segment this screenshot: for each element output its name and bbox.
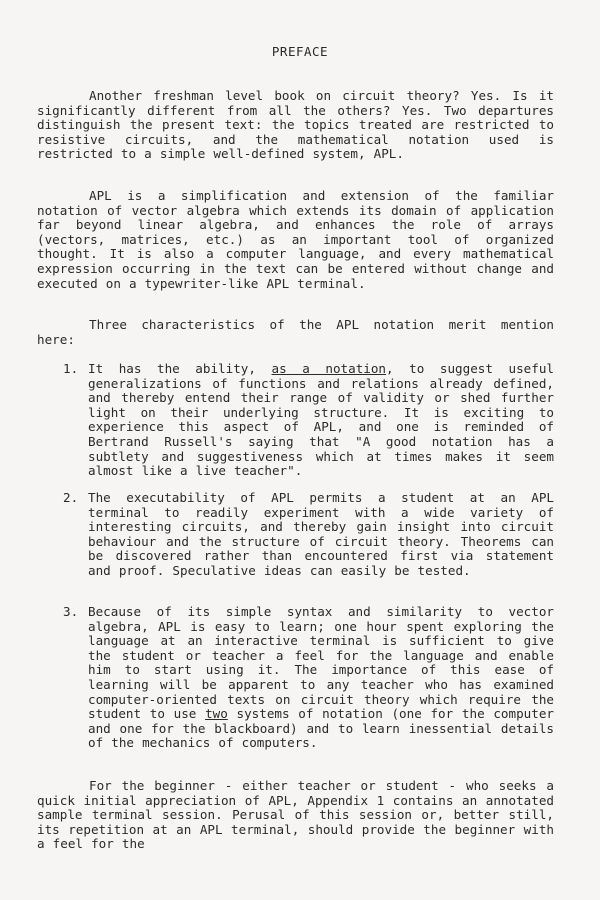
list-item-3 (63, 605, 554, 751)
underlined-emphasis: as a notation (271, 361, 387, 376)
paragraph-2: APL is a simplification and extension of the familiar notation of vector algebra which extends its domain of application far beyond linear algebra, and enhances the role of arrays (vectors, matrices, etc.) as an important tool of organized thought. It is also a computer language, and every mathematical expression occurring in the text can be entered without change and executed on a typewriter-like APL terminal. (37, 188, 554, 291)
list-item-number: 3. (63, 604, 79, 619)
list-item-1 (63, 362, 554, 479)
page-title: PREFACE (271, 44, 329, 59)
list-item-text: The executability of APL permits a student at an APL terminal to readily experiment with a wide variety of interesting circuits, and thereby gain insight into circuit behaviour and the structure of circuit theory. Theorems can be discovered rather than encountered first via statement and proof. Speculative ideas can easily be tested. (88, 490, 554, 578)
underlined-emphasis: two (205, 706, 228, 722)
list-item-number: 1. (63, 361, 79, 376)
paragraph-3: Three characteristics of the APL notation merit mention here: (37, 317, 554, 347)
list-item-text: It has the ability, as a notation, to suggest useful generalizations of functions and relations already defined, and thereby entend their range of validity or shed further light on their underlying structure. It is exciting to experience this aspect of APL, and one is reminded of Bertrand Russell's saying that "A good notation has a subtlety and suggestiveness which at times makes it seem almost like a live teacher". (88, 361, 554, 479)
list-item-2 (63, 491, 554, 579)
paragraph-4: For the beginner - either teacher or student - who seeks a quick initial appreciation of APL, Appendix 1 contains an annotated sample terminal session. Perusal of this session or, better still, its repetition at an APL terminal, should provide the beginner with a feel for the (37, 778, 554, 852)
paragraph-1: Another freshman level book on circuit theory? Yes. Is it significantly different from all the others? Yes. Two departures distinguish the present text: the topics treated are restricted to resistive circuits, and the mathematical notation used is restricted to a simple well-defined system, APL. (37, 88, 554, 162)
list-item-text: Because of its simple syntax and similarity to vector algebra, APL is easy to learn; one hour spent exploring the language at an interactive terminal is sufficient to give the student or teacher a feel for the language and enable him to start using it. The importance of this ease of learning will be apparent to any teacher who has examined computer-oriented texts on circuit theory which require the student to use two systems of notation (one for the computer and one for the blackboard) and to learn inessential details of the mechanics of computers. (88, 604, 555, 751)
list-item-number: 2. (63, 490, 79, 505)
